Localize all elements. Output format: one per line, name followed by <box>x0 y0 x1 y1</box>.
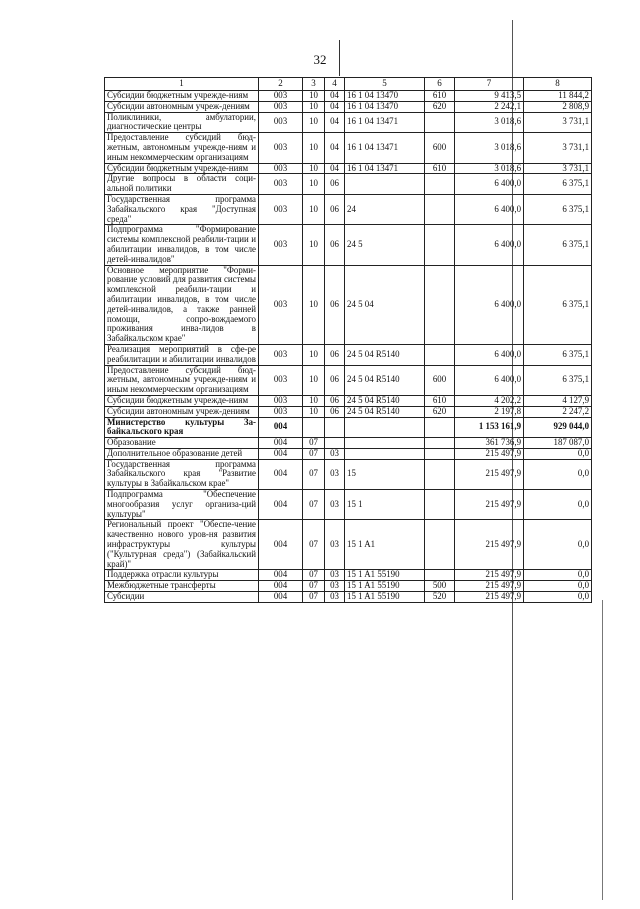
cell-target-article <box>345 417 425 438</box>
cell-amount-2: 11 844,2 <box>524 91 592 102</box>
cell-subsection <box>325 438 345 449</box>
cell-amount-1: 6 400,0 <box>455 265 524 344</box>
cell-amount-1: 3 018,6 <box>455 112 524 133</box>
cell-expense-type: 610 <box>425 163 455 174</box>
cell-section: 10 <box>303 163 325 174</box>
scan-line-top <box>339 40 340 76</box>
cell-subsection: 06 <box>325 174 345 195</box>
cell-amount-1: 9 413,5 <box>455 91 524 102</box>
cell-expense-type: 500 <box>425 581 455 592</box>
cell-amount-2: 0,0 <box>524 459 592 489</box>
cell-section <box>303 417 325 438</box>
table-row <box>105 592 592 603</box>
cell-amount-1: 6 400,0 <box>455 174 524 195</box>
cell-ministry-code: 003 <box>259 344 303 365</box>
cell-amount-2: 3 731,1 <box>524 133 592 163</box>
cell-name: Подпрограмма "Формирование системы комплексной реабили-тации и абилитации инвалидов, в том числе детей-инвалидов" <box>105 225 259 265</box>
cell-amount-1: 6 400,0 <box>455 344 524 365</box>
cell-expense-type <box>425 438 455 449</box>
cell-subsection: 06 <box>325 194 345 224</box>
budget-table <box>104 77 592 603</box>
table-row <box>105 570 592 581</box>
cell-name: Субсидии бюджетным учрежде-ниям <box>105 395 259 406</box>
cell-section: 10 <box>303 101 325 112</box>
cell-amount-1: 2 197,8 <box>455 406 524 417</box>
cell-amount-2: 0,0 <box>524 570 592 581</box>
cell-expense-type: 620 <box>425 101 455 112</box>
table-row <box>105 459 592 489</box>
cell-section: 10 <box>303 225 325 265</box>
scan-line-right-2 <box>602 600 603 900</box>
cell-subsection: 03 <box>325 490 345 520</box>
cell-section: 10 <box>303 112 325 133</box>
cell-section: 10 <box>303 265 325 344</box>
cell-section: 10 <box>303 194 325 224</box>
cell-expense-type <box>425 570 455 581</box>
cell-ministry-code: 004 <box>259 438 303 449</box>
cell-expense-type: 610 <box>425 395 455 406</box>
cell-subsection: 06 <box>325 406 345 417</box>
cell-amount-1: 215 497,9 <box>455 581 524 592</box>
cell-subsection: 03 <box>325 459 345 489</box>
cell-expense-type <box>425 459 455 489</box>
cell-subsection: 06 <box>325 265 345 344</box>
table-row <box>105 163 592 174</box>
cell-name: Субсидии бюджетным учрежде-ниям <box>105 163 259 174</box>
cell-amount-1: 215 497,9 <box>455 459 524 489</box>
table-row <box>105 520 592 570</box>
cell-target-article: 16 1 04 13471 <box>345 112 425 133</box>
cell-target-article: 15 1 A1 55190 <box>345 570 425 581</box>
cell-target-article: 16 1 04 13471 <box>345 163 425 174</box>
table-row <box>105 174 592 195</box>
cell-subsection: 06 <box>325 225 345 265</box>
cell-amount-2: 4 127,9 <box>524 395 592 406</box>
cell-amount-2: 187 087,0 <box>524 438 592 449</box>
cell-ministry-code: 003 <box>259 174 303 195</box>
cell-section: 07 <box>303 459 325 489</box>
cell-name: Основное мероприятие "Форми-рование условий для развития системы комплексной реабили-тации и абилитации инвалидов, в том числе детей-инвалидов, а также ранней помощи, сопро-вождаемого проживания инва-лидов в Забайкальском крае" <box>105 265 259 344</box>
cell-ministry-code: 004 <box>259 448 303 459</box>
cell-amount-1: 1 153 161,9 <box>455 417 524 438</box>
cell-name: Реализация мероприятий в сфе-ре реабилитации и абилитации инвалидов <box>105 344 259 365</box>
table-row <box>105 91 592 102</box>
cell-subsection: 06 <box>325 365 345 395</box>
table-row <box>105 490 592 520</box>
cell-name: Субсидии бюджетным учрежде-ниям <box>105 91 259 102</box>
cell-section: 07 <box>303 570 325 581</box>
cell-target-article: 15 1 A1 55190 <box>345 592 425 603</box>
cell-amount-2: 0,0 <box>524 520 592 570</box>
cell-amount-1: 361 736,9 <box>455 438 524 449</box>
cell-expense-type <box>425 448 455 459</box>
cell-target-article: 15 1 <box>345 490 425 520</box>
cell-subsection: 03 <box>325 581 345 592</box>
header-cell-4: 4 <box>325 78 345 91</box>
cell-section: 10 <box>303 91 325 102</box>
cell-ministry-code: 004 <box>259 459 303 489</box>
cell-target-article <box>345 438 425 449</box>
table-row <box>105 448 592 459</box>
header-cell-2: 2 <box>259 78 303 91</box>
header-cell-7: 7 <box>455 78 524 91</box>
cell-expense-type <box>425 417 455 438</box>
cell-amount-1: 6 400,0 <box>455 194 524 224</box>
cell-amount-1: 215 497,9 <box>455 490 524 520</box>
cell-ministry-code: 004 <box>259 581 303 592</box>
cell-amount-2: 3 731,1 <box>524 163 592 174</box>
cell-target-article: 24 <box>345 194 425 224</box>
cell-amount-2: 0,0 <box>524 448 592 459</box>
cell-amount-2: 0,0 <box>524 592 592 603</box>
cell-amount-2: 0,0 <box>524 581 592 592</box>
table-row <box>105 395 592 406</box>
cell-section: 10 <box>303 344 325 365</box>
cell-expense-type: 600 <box>425 133 455 163</box>
table-row <box>105 365 592 395</box>
table-row <box>105 344 592 365</box>
cell-amount-2: 6 375,1 <box>524 265 592 344</box>
cell-ministry-code: 003 <box>259 365 303 395</box>
cell-target-article: 15 1 A1 55190 <box>345 581 425 592</box>
cell-amount-1: 215 497,9 <box>455 448 524 459</box>
cell-expense-type <box>425 174 455 195</box>
cell-ministry-code: 004 <box>259 417 303 438</box>
cell-amount-1: 6 400,0 <box>455 225 524 265</box>
cell-ministry-code: 003 <box>259 101 303 112</box>
cell-expense-type: 600 <box>425 365 455 395</box>
cell-ministry-code: 004 <box>259 520 303 570</box>
cell-amount-1: 4 202,2 <box>455 395 524 406</box>
cell-target-article: 16 1 04 13471 <box>345 133 425 163</box>
cell-subsection: 03 <box>325 570 345 581</box>
cell-name: Поликлиники, амбулатории, диагностические центры <box>105 112 259 133</box>
cell-amount-1: 2 242,1 <box>455 101 524 112</box>
table-row <box>105 406 592 417</box>
page-number: 32 <box>313 52 327 67</box>
cell-subsection: 03 <box>325 520 345 570</box>
cell-subsection: 04 <box>325 133 345 163</box>
cell-amount-1: 215 497,9 <box>455 592 524 603</box>
header-cell-1: 1 <box>105 78 259 91</box>
cell-amount-2: 2 247,2 <box>524 406 592 417</box>
cell-ministry-code: 004 <box>259 570 303 581</box>
cell-ministry-code: 003 <box>259 163 303 174</box>
table-row <box>105 438 592 449</box>
cell-target-article <box>345 174 425 195</box>
cell-name: Субсидии автономным учреж-дениям <box>105 101 259 112</box>
cell-name: Предоставление субсидий бюд-жетным, автономным учрежде-ниям и иным некоммерческим организациям <box>105 133 259 163</box>
cell-ministry-code: 003 <box>259 265 303 344</box>
cell-amount-2: 0,0 <box>524 490 592 520</box>
cell-name: Подпрограмма "Обеспечение многообразия услуг организа-ций культуры" <box>105 490 259 520</box>
cell-target-article: 24 5 <box>345 225 425 265</box>
cell-ministry-code: 003 <box>259 395 303 406</box>
cell-target-article: 16 1 04 13470 <box>345 91 425 102</box>
table-row <box>105 112 592 133</box>
cell-section: 10 <box>303 174 325 195</box>
cell-expense-type <box>425 112 455 133</box>
cell-amount-1: 3 018,6 <box>455 133 524 163</box>
cell-target-article: 24 5 04 R5140 <box>345 365 425 395</box>
cell-amount-2: 929 044,0 <box>524 417 592 438</box>
header-cell-8: 8 <box>524 78 592 91</box>
cell-expense-type <box>425 520 455 570</box>
cell-section: 07 <box>303 581 325 592</box>
cell-target-article: 16 1 04 13470 <box>345 101 425 112</box>
cell-ministry-code: 003 <box>259 91 303 102</box>
cell-ministry-code: 004 <box>259 490 303 520</box>
cell-target-article: 24 5 04 R5140 <box>345 344 425 365</box>
cell-subsection: 06 <box>325 344 345 365</box>
header-cell-5: 5 <box>345 78 425 91</box>
cell-subsection <box>325 417 345 438</box>
cell-subsection: 04 <box>325 112 345 133</box>
cell-ministry-code: 003 <box>259 406 303 417</box>
cell-subsection: 06 <box>325 395 345 406</box>
cell-expense-type <box>425 344 455 365</box>
cell-name: Другие вопросы в области соци-альной политики <box>105 174 259 195</box>
cell-ministry-code: 004 <box>259 592 303 603</box>
cell-amount-2: 2 808,9 <box>524 101 592 112</box>
cell-target-article: 24 5 04 R5140 <box>345 406 425 417</box>
cell-subsection: 04 <box>325 163 345 174</box>
cell-ministry-code: 003 <box>259 225 303 265</box>
table-row <box>105 101 592 112</box>
cell-section: 10 <box>303 365 325 395</box>
cell-subsection: 04 <box>325 91 345 102</box>
table-row <box>105 581 592 592</box>
header-row <box>105 78 592 91</box>
cell-amount-2: 6 375,1 <box>524 344 592 365</box>
cell-ministry-code: 003 <box>259 194 303 224</box>
cell-expense-type <box>425 490 455 520</box>
cell-target-article: 15 1 A1 <box>345 520 425 570</box>
cell-name: Государственная программа Забайкальского края "Доступная среда" <box>105 194 259 224</box>
cell-target-article: 24 5 04 <box>345 265 425 344</box>
cell-expense-type <box>425 225 455 265</box>
cell-section: 07 <box>303 592 325 603</box>
cell-expense-type: 520 <box>425 592 455 603</box>
cell-expense-type: 610 <box>425 91 455 102</box>
cell-section: 07 <box>303 448 325 459</box>
cell-amount-1: 3 018,6 <box>455 163 524 174</box>
cell-name: Субсидии автономным учреж-дениям <box>105 406 259 417</box>
cell-name: Субсидии <box>105 592 259 603</box>
cell-expense-type <box>425 265 455 344</box>
header-cell-3: 3 <box>303 78 325 91</box>
cell-section: 07 <box>303 490 325 520</box>
cell-amount-2: 6 375,1 <box>524 174 592 195</box>
cell-amount-2: 6 375,1 <box>524 365 592 395</box>
cell-name: Государственная программа Забайкальского края "Развитие культуры в Забайкальском крае" <box>105 459 259 489</box>
cell-name: Поддержка отрасли культуры <box>105 570 259 581</box>
cell-target-article: 24 5 04 R5140 <box>345 395 425 406</box>
table-row <box>105 194 592 224</box>
cell-name: Предоставление субсидий бюд-жетным, автономным учрежде-ниям и иным некоммерческим организациям <box>105 365 259 395</box>
cell-subsection: 03 <box>325 448 345 459</box>
cell-expense-type <box>425 194 455 224</box>
table-row <box>105 265 592 344</box>
cell-subsection: 03 <box>325 592 345 603</box>
cell-section: 10 <box>303 406 325 417</box>
cell-ministry-code: 003 <box>259 133 303 163</box>
cell-name: Министерство культуры За-байкальского края <box>105 417 259 438</box>
cell-amount-1: 215 497,9 <box>455 520 524 570</box>
cell-section: 07 <box>303 520 325 570</box>
table-row <box>105 133 592 163</box>
table-row <box>105 225 592 265</box>
cell-name: Региональный проект "Обеспе-чение качественно нового уров-ня развития инфраструктуры культуры ("Культурная среда") (Забайкальский край)" <box>105 520 259 570</box>
header-cell-6: 6 <box>425 78 455 91</box>
cell-amount-2: 3 731,1 <box>524 112 592 133</box>
cell-section: 10 <box>303 133 325 163</box>
cell-expense-type: 620 <box>425 406 455 417</box>
table-row <box>105 417 592 438</box>
cell-ministry-code: 003 <box>259 112 303 133</box>
cell-section: 07 <box>303 438 325 449</box>
cell-name: Образование <box>105 438 259 449</box>
cell-target-article <box>345 448 425 459</box>
cell-amount-1: 215 497,9 <box>455 570 524 581</box>
cell-amount-2: 6 375,1 <box>524 225 592 265</box>
cell-amount-2: 6 375,1 <box>524 194 592 224</box>
cell-section: 10 <box>303 395 325 406</box>
cell-name: Межбюджетные трансферты <box>105 581 259 592</box>
cell-subsection: 04 <box>325 101 345 112</box>
cell-target-article: 15 <box>345 459 425 489</box>
cell-name: Дополнительное образование детей <box>105 448 259 459</box>
cell-amount-1: 6 400,0 <box>455 365 524 395</box>
